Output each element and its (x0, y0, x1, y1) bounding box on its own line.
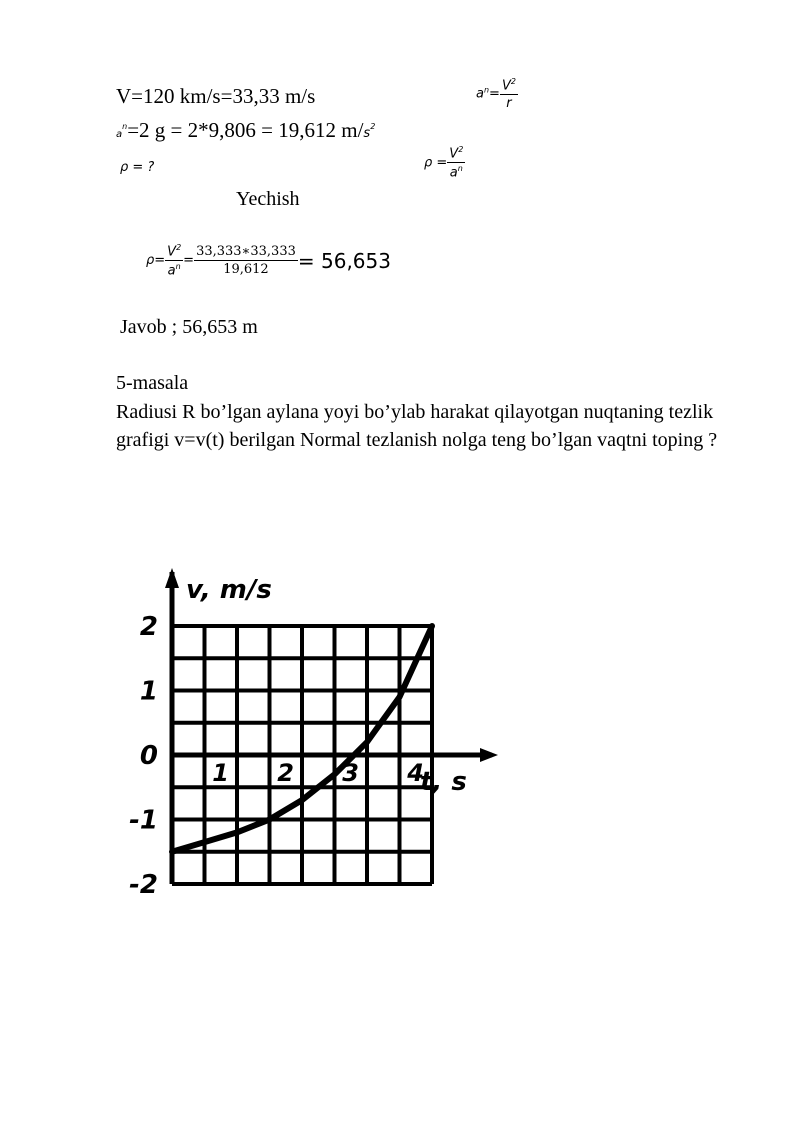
y-tick-label: 1 (139, 676, 158, 707)
solution-calc-den: 19,612 (223, 262, 269, 278)
y-tick-label: -1 (129, 805, 158, 836)
x-tick-label: 3 (342, 759, 359, 787)
formula-an-sup: n (483, 85, 490, 95)
formula-an-lhs: a (476, 86, 484, 102)
solution-den-sup: n (175, 262, 181, 272)
solution-fraction (165, 244, 183, 278)
solution-calc-fraction (194, 245, 298, 276)
accel-sup: n (122, 122, 128, 131)
answer: Javob ; 56,653 m (120, 316, 258, 338)
formula-rho-den: a (449, 165, 458, 181)
formula-an: $a^n=$ $\frac{V^2}{r}$ (476, 77, 516, 112)
y-axis-arrow (165, 568, 179, 588)
x-axis-arrow (480, 748, 498, 762)
y-axis-label: v, m/s (186, 575, 272, 605)
formula-an-num: V (501, 78, 511, 94)
solution-num: V (167, 244, 177, 260)
formula-an-den: r (506, 96, 512, 112)
formula-an-fraction (500, 78, 518, 110)
x-axis-label: t, s (420, 767, 467, 797)
solution-calc-num: 33,333∗33,333 (196, 244, 296, 260)
solution-den: a (167, 263, 176, 279)
velocity-chart (120, 560, 520, 920)
problem-title: 5-masala (116, 372, 189, 394)
solution-heading: Yechish (236, 188, 300, 210)
accel-unit: s (363, 126, 371, 141)
formula-rho-den-sup: n (457, 164, 463, 174)
solution-formula (146, 244, 391, 278)
formula-rho-lhs: ρ = (424, 155, 448, 171)
given-speed: V=120 km/s=33,33 m/s (116, 84, 316, 108)
solution-rho: ρ= (146, 253, 166, 269)
y-tick-label: -2 (129, 870, 158, 900)
accel-symbol: a (116, 129, 123, 140)
y-tick-label: 2 (139, 612, 158, 642)
given-acceleration (116, 118, 375, 143)
formula-rho (424, 146, 465, 180)
formula-rho-num: V (449, 146, 459, 162)
unknown-rho: ρ = ? (120, 160, 155, 175)
x-tick-label: 2 (277, 759, 294, 787)
formula-rho-num-sup: 2 (458, 145, 464, 154)
solution-num-sup: 2 (176, 243, 182, 252)
formula-an-num-sup: 2 (510, 77, 516, 86)
accel-value: =2 g = 2*9,806 = 19,612 m/ (127, 118, 364, 142)
formula-rho-fraction (447, 146, 465, 180)
x-tick-label: 4 (407, 759, 424, 787)
solution-eq: = (183, 253, 195, 269)
accel-unit-sup: 2 (370, 122, 376, 131)
y-tick-label: 0 (139, 741, 158, 771)
problem-text: Radiusi R bo’lgan aylana yoyi bo’ylab harakat qilayotgan nuqtaning tezlik grafigi v=v(t) berilgan Normal tezlanish nolga teng bo’lgan vaqtni toping ? (116, 401, 718, 451)
solution-result: = 56,653 (297, 248, 391, 273)
x-tick-label: 1 (212, 759, 229, 787)
